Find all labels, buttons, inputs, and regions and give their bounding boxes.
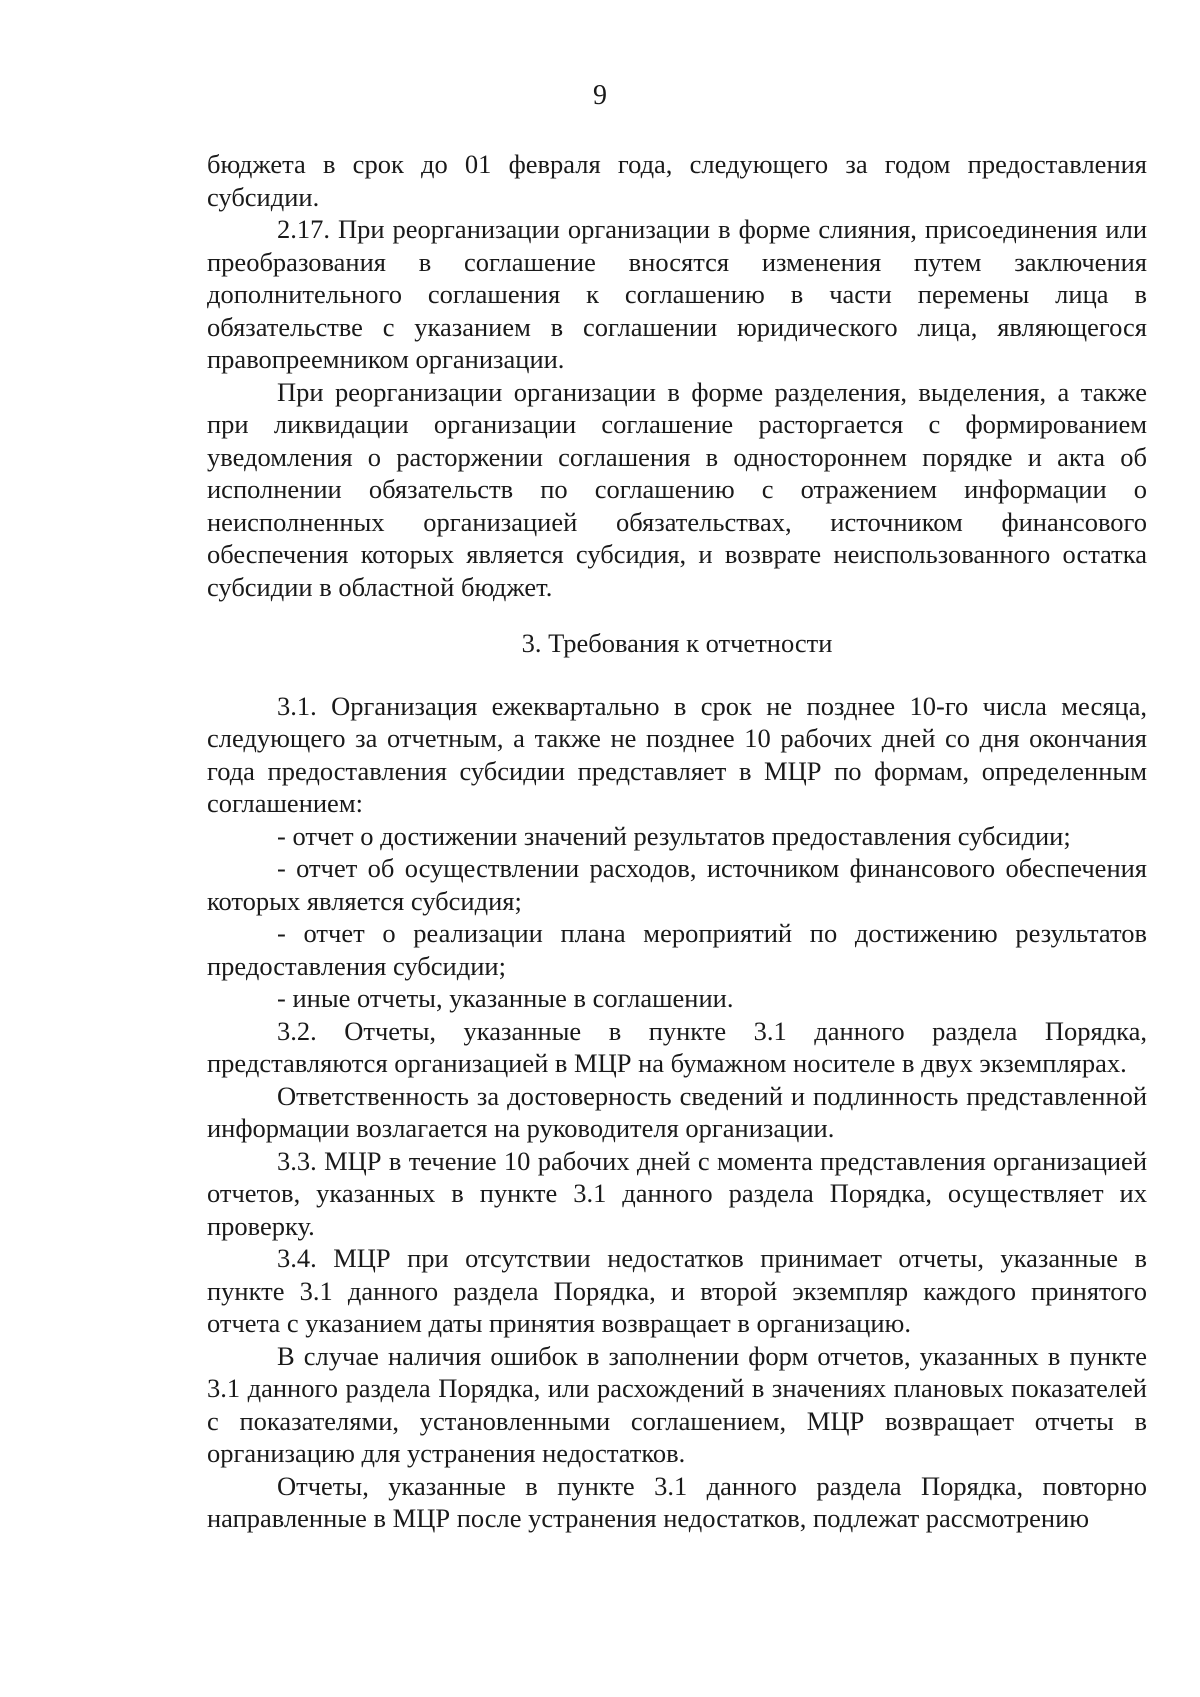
- paragraph-3-2: 3.2. Отчеты, указанные в пункте 3.1 данного раздела Порядка, представляются организацией в МЦР на бумажном носителе в двух экземплярах.: [207, 1015, 1147, 1078]
- list-item: - отчет об осуществлении расходов, источником финансового обеспечения которых является субсидия;: [207, 853, 1147, 916]
- paragraph-3-4: 3.4. МЦР при отсутствии недостатков принимает отчеты, указанные в пункте 3.1 данного раздела Порядка, и второй экземпляр каждого принятого отчета с указанием даты принятия возвращает в организацию.: [207, 1243, 1147, 1338]
- paragraph-2-17: 2.17. При реорганизации организации в форме слияния, присоединения или преобразования в соглашение вносятся изменения путем заключения дополнительного соглашения к соглашению в части перемены лица в обязательстве с указанием в соглашении юридического лица, являющегося правопреемником организации.: [207, 214, 1147, 374]
- paragraph-3-3: 3.3. МЦР в течение 10 рабочих дней с момента представления организацией отчетов, указанных в пункте 3.1 данного раздела Порядка, осуществляет их проверку.: [207, 1145, 1147, 1241]
- paragraph-continuation: бюджета в срок до 01 февраля года, следующего за годом предоставления субсидии.: [207, 149, 1147, 212]
- paragraph-reorganization: При реорганизации организации в форме разделения, выделения, а также при ликвидации организации соглашение расторгается с формированием уведомления о расторжении соглашения в одностороннем порядке и акта об исполнении обязательств по соглашению с отражением информации о неисполненных организацией обязательствах, источником финансового обеспечения которых является субсидия, и возврате неиспользованного остатка субсидии в областной бюджет.: [207, 376, 1147, 602]
- document-body: [207, 148, 1147, 1535]
- list-item: - иные отчеты, указанные в соглашении.: [277, 983, 734, 1013]
- paragraph-3-1: 3.1. Организация ежеквартально в срок не позднее 10-го числа месяца, следующего за отчетным, а также не позднее 10 рабочих дней со дня окончания года предоставления субсидии представляет в МЦР по формам, определенным соглашением:: [207, 690, 1147, 818]
- list-item: - отчет о достижении значений результатов предоставления субсидии;: [277, 820, 1071, 851]
- paragraph-responsibility: Ответственность за достоверность сведений и подлинность представленной информации возлагается на руководителя организации.: [207, 1080, 1147, 1143]
- paragraph-resubmission: Отчеты, указанные в пункте 3.1 данного раздела Порядка, повторно направленные в МЦР после устранения недостатков, подлежат рассмотрению: [207, 1470, 1147, 1533]
- list-item: - отчет о реализации плана мероприятий по достижению результатов предоставления субсидии;: [207, 918, 1147, 981]
- section-title: 3. Требования к отчетности: [521, 628, 833, 658]
- page-number: 9: [593, 80, 607, 111]
- paragraph-errors: В случае наличия ошибок в заполнении форм отчетов, указанных в пункте 3.1 данного раздела Порядка, или расхождений в значениях плановых показателей с показателями, установленными соглашением, МЦР возвращает отчеты в организацию для устранения недостатков.: [207, 1340, 1147, 1468]
